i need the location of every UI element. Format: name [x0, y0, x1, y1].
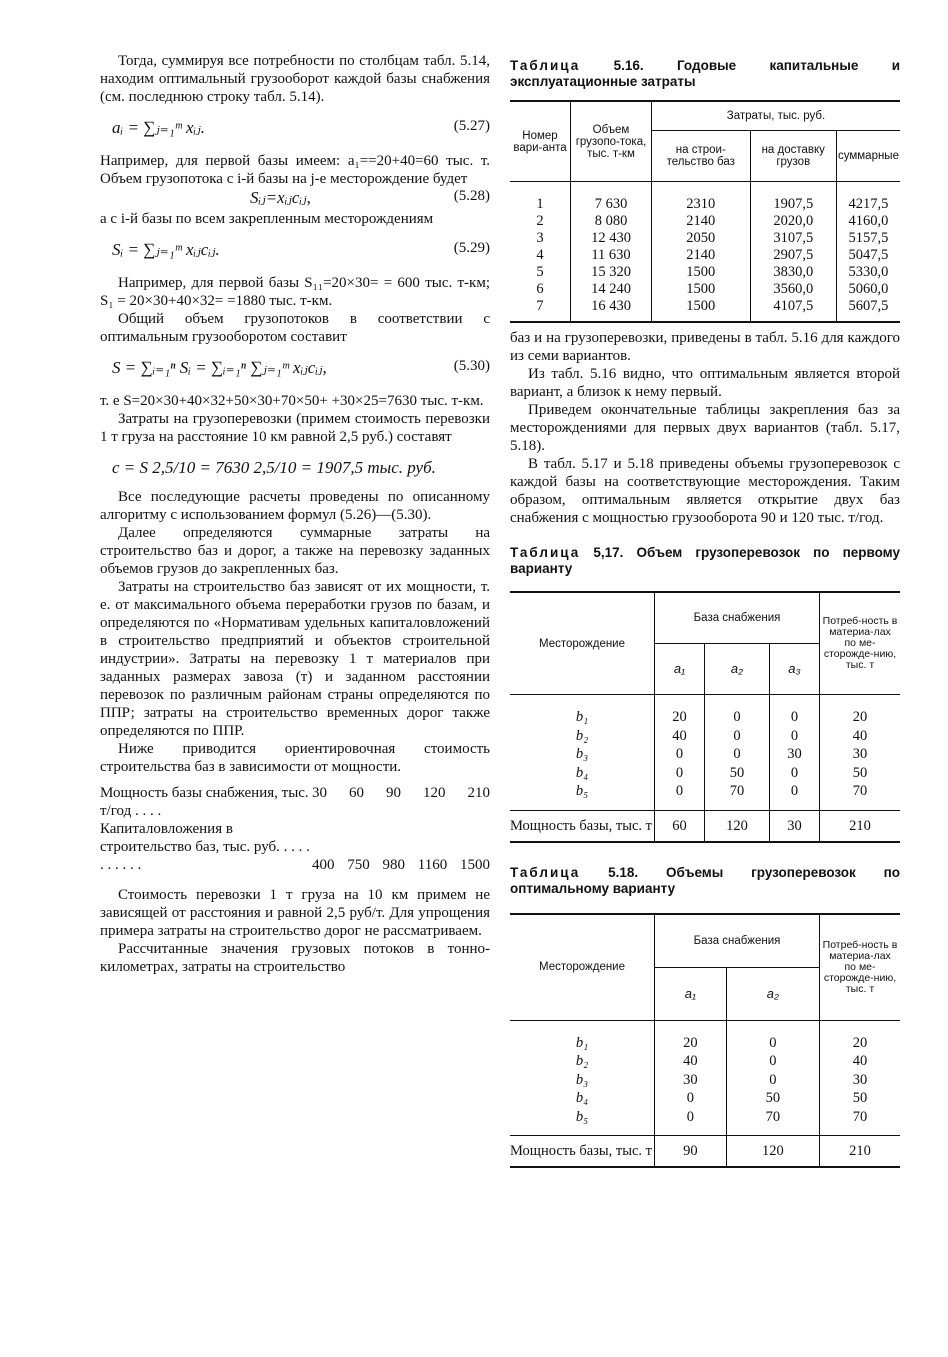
table-cell: 0	[726, 1020, 819, 1052]
table-5-17	[510, 591, 900, 843]
formula-5-29	[100, 234, 490, 268]
table-cell: 14 240	[571, 281, 652, 298]
header-a1: a₁	[655, 967, 727, 1020]
table-cell: 30	[820, 745, 901, 764]
table-row	[510, 695, 900, 727]
paragraph: т. е S=20×30+40×32+50×30+70×50+ +30×25=7630 тыс. т-км.	[100, 393, 484, 409]
table-5-16	[510, 100, 900, 323]
header-a2: a₂	[726, 967, 819, 1020]
header-volume: Объем грузопо-тока, тыс. т-км	[571, 101, 652, 182]
table-cell: 50	[726, 1089, 819, 1108]
table-cell: b₁	[510, 1020, 655, 1052]
table-cell: 2020,0	[750, 213, 836, 230]
table-cell: 30	[655, 1071, 727, 1090]
table-cell: 16 430	[571, 298, 652, 322]
table-cell: 0	[655, 764, 705, 783]
table-cell: 0	[655, 1089, 727, 1108]
paragraph: Например, для первой базы S₁₁=20×30= = 600 тыс. т-км; S₁ = 20×30+40×32= =1880 тыс. т-км.	[100, 275, 490, 309]
paragraph: Общий объем грузопотоков в соответствии с оптимальным грузооборотом составит	[100, 311, 490, 345]
left-column	[100, 52, 490, 976]
table-cell: 20	[820, 695, 901, 727]
caption-label: Таблица	[510, 58, 581, 73]
paragraph: Затраты на грузоперевозки (примем стоимость перевозки 1 т груза на расстояние 10 км равной 2,5 руб.) составят	[100, 411, 490, 445]
table-cell: 20	[655, 695, 705, 727]
capacity-label: Мощность базы снабжения, тыс. т/год . . . .	[100, 785, 309, 819]
investment-values	[312, 820, 490, 874]
header-deliver: на доставку грузов	[750, 131, 836, 182]
formula-expression: S = ∑ᵢ₌₁ⁿ Sᵢ = ∑ᵢ₌₁ⁿ ∑ⱼ₌₁ᵐ xᵢⱼcᵢⱼ,	[112, 358, 327, 377]
table-row	[510, 213, 900, 230]
header-field: Месторождение	[510, 592, 655, 695]
total-cell: 60	[655, 810, 705, 842]
table-cell: b₅	[510, 782, 655, 810]
table-row	[510, 182, 900, 214]
paragraph: баз и на грузоперевозки, приведены в табл. 5.16 для каждого из семи вариантов.	[510, 330, 900, 364]
header-a3: a₃	[769, 644, 819, 695]
paragraph: Рассчитанные значения грузовых потоков в тонно-километрах, затраты на строительство	[100, 941, 490, 975]
table-cell: 11 630	[571, 247, 652, 264]
table-5-18	[510, 913, 900, 1169]
table-cell: 0	[769, 782, 819, 810]
table-cell: 5607,5	[836, 298, 900, 322]
total-cell: 210	[820, 810, 901, 842]
table-cell: 3	[510, 230, 571, 247]
formula-expression: c = S 2,5/10 = 7630 2,5/10 = 1907,5 тыс. руб.	[112, 458, 436, 477]
table-cell: 1500	[652, 281, 751, 298]
table-cell: 5047,5	[836, 247, 900, 264]
table-cell: 70	[820, 782, 901, 810]
table-cell: b₃	[510, 1071, 655, 1090]
table-cell: 0	[655, 782, 705, 810]
investment-value: 980	[382, 857, 405, 873]
table-cell: b₃	[510, 745, 655, 764]
table-cell: 70	[820, 1108, 901, 1136]
paragraph: Все последующие расчеты проведены по описанному алгоритму с использованием формул (5.26)—(5.30).	[100, 489, 490, 523]
caption-text: 5,17. Объем грузоперевозок по первому варианту	[510, 545, 900, 576]
investment-value: 400	[312, 857, 335, 873]
paragraph: Тогда, суммируя все потребности по столбцам табл. 5.14, находим оптимальный грузооборот каждой базы снабжения (см. последнюю строку табл. 5.14).	[100, 53, 490, 105]
table-cell: 2907,5	[750, 247, 836, 264]
table-cell: 7 630	[571, 182, 652, 214]
formula-expression: aᵢ = ∑ⱼ₌₁ᵐ xᵢⱼ.	[112, 118, 205, 137]
header-need: Потреб-ность в материа-лах по ме-сторожде-нию, тыс. т	[820, 914, 901, 1021]
table-cell: 1907,5	[750, 182, 836, 214]
capacity-row	[100, 784, 490, 820]
table-cell: 0	[769, 695, 819, 727]
formula-5-28	[100, 188, 490, 210]
table-5-17-caption	[510, 545, 900, 577]
header-base: База снабжения	[655, 592, 820, 644]
table-cell: 0	[655, 1108, 727, 1136]
formula-cost	[100, 452, 490, 482]
table-row	[510, 1071, 900, 1090]
table-cell: 2140	[652, 213, 751, 230]
table-row	[510, 1020, 900, 1052]
table-cell: 5	[510, 264, 571, 281]
table-cell: 40	[820, 1052, 901, 1071]
table-cell: 40	[655, 727, 705, 746]
table-cell: 40	[655, 1052, 727, 1071]
header-build: на строи-тельство баз	[652, 131, 751, 182]
total-cell: 120	[726, 1136, 819, 1168]
table-cell: 20	[655, 1020, 727, 1052]
table-cell: 4160,0	[836, 213, 900, 230]
table-cell: 20	[820, 1020, 901, 1052]
total-label: Мощность базы, тыс. т	[510, 810, 655, 842]
table-cell: 70	[726, 1108, 819, 1136]
table-cell: 5060,0	[836, 281, 900, 298]
paragraph: Ниже приводится ориентировочная стоимость строительства баз в зависимости от мощности.	[100, 741, 490, 775]
table-cell: 3560,0	[750, 281, 836, 298]
formula-expression: Sᵢ = ∑ⱼ₌₁ᵐ xᵢⱼcᵢⱼ.	[112, 240, 220, 259]
table-row	[510, 230, 900, 247]
table-cell: 30	[769, 745, 819, 764]
table-cell: 4217,5	[836, 182, 900, 214]
investment-label: Капиталовложения в строительство баз, тыс. руб. . . . . . . . . . .	[100, 821, 310, 873]
capacity-value: 120	[423, 785, 446, 801]
table-cell: 5157,5	[836, 230, 900, 247]
table-row	[510, 247, 900, 264]
table-cell: b₄	[510, 1089, 655, 1108]
caption-label: Таблица	[510, 864, 581, 880]
table-cell: 5330,0	[836, 264, 900, 281]
total-cell: 30	[769, 810, 819, 842]
header-field: Месторождение	[510, 914, 655, 1021]
capacity-value: 210	[467, 785, 490, 801]
table-cell: 4	[510, 247, 571, 264]
table-cell: 2050	[652, 230, 751, 247]
table-cell: b₅	[510, 1108, 655, 1136]
table-cell: 0	[726, 1052, 819, 1071]
table-cell: b₄	[510, 764, 655, 783]
table-5-16-caption	[510, 58, 900, 90]
table-cell: 30	[820, 1071, 901, 1090]
table-cell: 0	[704, 727, 769, 746]
header-a2: a₂	[704, 644, 769, 695]
investment-value: 1500	[459, 857, 490, 873]
total-cell: 90	[655, 1136, 727, 1168]
paragraph: В табл. 5.17 и 5.18 приведены объемы грузоперевозок с каждой базы на соответствующие месторождения. Таким образом, оптимальным является открытие двух баз снабжения с мощностью грузооборота 90 и 120 тыс. т/год.	[510, 456, 900, 526]
table-cell: 8 080	[571, 213, 652, 230]
total-label: Мощность базы, тыс. т	[510, 1136, 655, 1168]
header-total: суммарные	[836, 131, 900, 182]
table-cell: 6	[510, 281, 571, 298]
table-cell: 70	[704, 782, 769, 810]
table-cell: 15 320	[571, 264, 652, 281]
investment-value: 750	[347, 857, 370, 873]
capacity-value: 30	[312, 785, 327, 801]
paragraph: Затраты на строительство баз зависят от их мощности, т. е. от максимального объема переработки грузов по базам, и определяются по «Нормативам удельных капиталовложений в строительство предприятий и объектов строительной индустрии». Затраты на перевозку 1 т материалов при заданных размерах завоза (т) и заданном расстоянии перевозок по различным районам страны определяются по ППР; затраты на строительство временных дорог также определяются по ППР.	[100, 579, 490, 739]
table-row	[510, 727, 900, 746]
table-cell: 2	[510, 213, 571, 230]
header-costs: Затраты, тыс. руб.	[652, 101, 901, 131]
table-row	[510, 1108, 900, 1136]
table-cell: 4107,5	[750, 298, 836, 322]
paragraph: Например, для первой базы имеем: a₁=​=20+40=60 тыс. т. Объем грузопотока с i-й базы на j-е месторождение будет	[100, 153, 490, 187]
capacity-values	[312, 784, 490, 820]
table-cell: b₂	[510, 1052, 655, 1071]
table-cell: 0	[704, 695, 769, 727]
table-row	[510, 764, 900, 783]
formula-5-27	[100, 112, 490, 146]
table-5-18-caption	[510, 865, 900, 897]
formula-5-30	[100, 352, 490, 386]
table-cell: 50	[820, 764, 901, 783]
table-cell: 0	[769, 727, 819, 746]
right-column	[510, 58, 900, 1168]
table-cell: 1500	[652, 298, 751, 322]
header-num: Номер вари-анта	[510, 101, 571, 182]
table-cell: 3107,5	[750, 230, 836, 247]
table-cell: 0	[769, 764, 819, 783]
table-cell: 2310	[652, 182, 751, 214]
caption-text: 5.16. Годовые капитальные и эксплуатационные затраты	[510, 58, 900, 89]
table-row	[510, 782, 900, 810]
paragraph: Приведем окончательные таблицы закрепления баз за месторождениями для первых двух вариантов (табл. 5.17, 5.18).	[510, 402, 900, 454]
table-cell: b₂	[510, 727, 655, 746]
table-total-row	[510, 810, 900, 842]
formula-number: (5.29)	[453, 240, 490, 256]
paragraph: Стоимость перевозки 1 т груза на 10 км примем не зависящей от расстояния и равной 2,5 руб/т. Для упрощения примера затраты на строительство дорог не рассматриваем.	[100, 887, 490, 939]
formula-expression: Sᵢⱼ=xᵢⱼcᵢⱼ,	[250, 188, 311, 207]
formula-number: (5.28)	[453, 188, 490, 204]
table-cell: 1500	[652, 264, 751, 281]
table-row	[510, 1052, 900, 1071]
paragraph: Далее определяются суммарные затраты на строительство баз и дорог, а также на перевозку заданных объемов грузов до закрепленных баз.	[100, 525, 490, 577]
table-row	[510, 298, 900, 322]
table-cell: b₁	[510, 695, 655, 727]
table-row	[510, 1089, 900, 1108]
header-base: База снабжения	[655, 914, 820, 968]
table-cell: 0	[655, 745, 705, 764]
caption-label: Таблица	[510, 545, 581, 560]
formula-number: (5.27)	[453, 118, 490, 134]
table-cell: 40	[820, 727, 901, 746]
table-total-row	[510, 1136, 900, 1168]
table-cell: 12 430	[571, 230, 652, 247]
table-row	[510, 264, 900, 281]
table-cell: 7	[510, 298, 571, 322]
capacity-value: 90	[386, 785, 401, 801]
table-row	[510, 745, 900, 764]
total-cell: 120	[704, 810, 769, 842]
capacity-value: 60	[349, 785, 364, 801]
investment-row	[100, 820, 490, 874]
header-a1: a₁	[655, 644, 705, 695]
header-need: Потреб-ность в материа-лах по ме-сторожде-нию, тыс. т	[820, 592, 901, 695]
table-cell: 50	[820, 1089, 901, 1108]
table-cell: 3830,0	[750, 264, 836, 281]
total-cell: 210	[820, 1136, 901, 1168]
formula-number: (5.30)	[453, 358, 490, 374]
table-cell: 50	[704, 764, 769, 783]
table-row	[510, 281, 900, 298]
table-cell: 2140	[652, 247, 751, 264]
investment-value: 1160	[417, 857, 448, 873]
paragraph: Из табл. 5.16 видно, что оптимальным является второй вариант, а близок к нему первый.	[510, 366, 900, 400]
table-cell: 0	[704, 745, 769, 764]
paragraph: а с i-й базы по всем закрепленным месторождениям	[100, 211, 434, 227]
caption-text: 5.18. Объемы грузоперевозок по оптимальному варианту	[510, 864, 900, 896]
table-cell: 1	[510, 182, 571, 214]
table-cell: 0	[726, 1071, 819, 1090]
